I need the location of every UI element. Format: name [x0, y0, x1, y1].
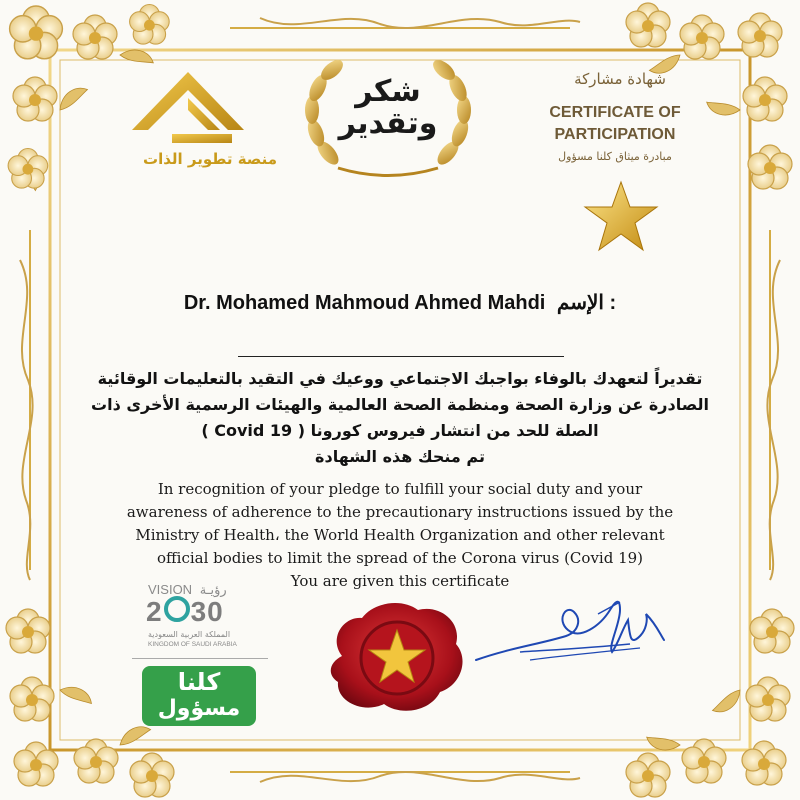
- signature-icon: [470, 590, 670, 670]
- badge-thanks-line1: شكر: [355, 74, 421, 109]
- vision-year-part1: 2: [146, 596, 163, 627]
- body-en-line: Ministry of Health، the World Health Organization and other relevant: [135, 526, 665, 544]
- vision-word-ar: رؤيـة: [199, 583, 227, 598]
- vision-country-ar: المملكة العربية السعودية: [148, 630, 231, 639]
- body-english: [70, 478, 730, 593]
- body-ar-line: تقديراً لتعهدك بالوفاء بواجبك الاجتماعي ووعيك في التقيد بالتعليمات الوقائية: [97, 369, 703, 388]
- kulluna-masool-logo: [142, 666, 256, 726]
- certificate-title-ar: شهادة مشاركة: [574, 70, 666, 88]
- recipient-name: Dr. Mohamed Mahmoud Ahmed Mahdi: [183, 292, 546, 314]
- recipient-label: الإسم :: [556, 292, 617, 314]
- kulluna-line2: مسؤول: [157, 696, 241, 721]
- kulluna-line1: كلنا: [177, 668, 221, 696]
- badge-thanks-line2: وتقدير: [338, 106, 438, 141]
- vision-zero-ring-icon: [164, 596, 190, 622]
- body-en-line: official bodies to limit the spread of the Corona virus (Covid 19): [156, 549, 644, 567]
- recipient-name-line: [100, 290, 700, 315]
- certificate-title-en-line1: CERTIFICATE OF: [549, 104, 681, 121]
- body-en-line: awareness of adherence to the precautionary instructions issued by the: [126, 503, 674, 521]
- body-ar-line: الصلة للحد من انتشار فيروس كورونا ( Covid 19 ): [201, 421, 599, 440]
- body-en-line: You are given this certificate: [290, 572, 510, 590]
- vision-year-part2: 30: [190, 596, 224, 627]
- body-arabic: [60, 366, 740, 470]
- certificate-initiative: مبادرة ميثاق كلنا مسؤول: [558, 150, 672, 163]
- vision-2030-logo: [140, 582, 260, 652]
- body-ar-line: تم منحك هذه الشهادة: [315, 447, 485, 466]
- gold-star-icon: [583, 180, 659, 252]
- certificate-title-en: [520, 102, 710, 146]
- logo-divider: [132, 658, 268, 659]
- platform-name: منصة تطوير الذات: [143, 150, 277, 168]
- vision-country-en: KINGDOM OF SAUDI ARABIA: [148, 641, 237, 648]
- certificate-title-en-line2: PARTICIPATION: [554, 126, 676, 143]
- body-ar-line: الصادرة عن وزارة الصحة ومنظمة الصحة العالمية والهيئات الرسمية الأخرى ذات: [91, 395, 709, 414]
- name-divider: [238, 356, 564, 357]
- body-en-line: In recognition of your pledge to fulfill your social duty and your: [157, 480, 643, 498]
- vision-word-en: VISION: [148, 582, 193, 597]
- wax-seal-icon: [322, 598, 472, 718]
- platform-logo-icon: [128, 68, 248, 148]
